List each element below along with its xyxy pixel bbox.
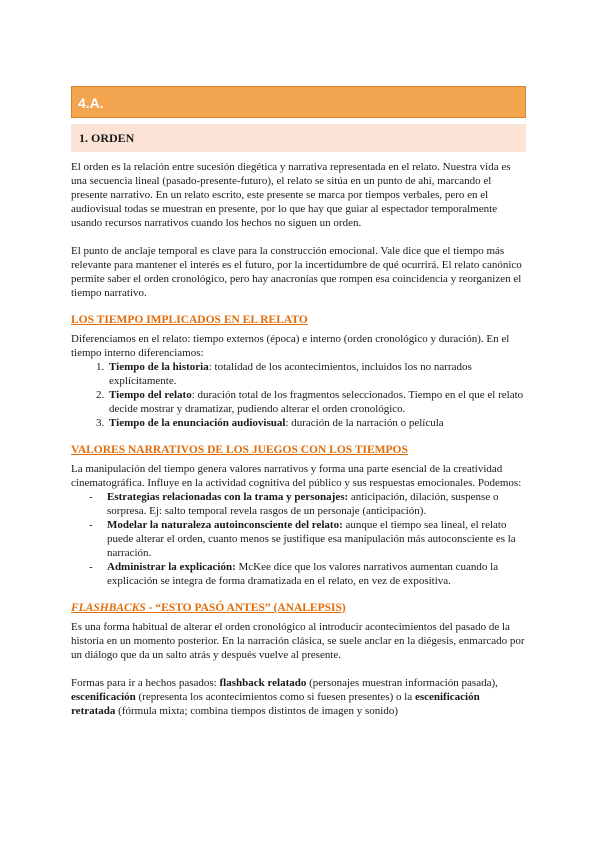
- tiempos-list: [71, 360, 526, 430]
- list-item-term: Modelar la naturaleza autoinconsciente del relato:: [107, 519, 343, 531]
- list-item-term: Administrar la explicación:: [107, 561, 236, 573]
- flashbacks-heading: [71, 601, 526, 615]
- list-item: [107, 490, 526, 518]
- valores-heading: VALORES NARRATIVOS DE LOS JUEGOS CON LOS TIEMPOS: [71, 444, 408, 456]
- list-item-term: Estrategias relacionadas con la trama y personajes:: [107, 491, 349, 503]
- section-title: 1. ORDEN: [71, 124, 526, 152]
- document-body: [71, 160, 526, 718]
- list-item: [107, 388, 526, 416]
- list-item-text: McKee dice que los valores narrativos aumentan cuando la explicación se integra de forma dramatizada en el relato, en vez de expositiva.: [107, 561, 499, 587]
- intro-paragraph-1: El orden es la relación entre sucesión diegética y narrativa representada en el relato. Nuestra vida es una secuencia lineal (pasado-presente-futuro), el relato se sitúa en un punto de ahí, marcando el presente narrativo. En un relato escrito, este presente se marca por tiempos verbales, pero en el audiovisual todas se muestran en presente, por lo que hay que guiar al espectador temporalmente usando recursos narrativos cuando los hechos no siguen un orden.: [71, 161, 511, 229]
- flashbacks-heading-rest: - “ESTO PASÓ ANTES” (ANALEPSIS): [145, 602, 346, 614]
- bold-term: flashback relatado: [219, 677, 307, 689]
- text-run: (fórmula mixta; combina tiempos distintos de imagen y sonido): [115, 705, 399, 717]
- list-item-text: : duración total de los fragmentos seleccionados. Tiempo en el que el relato decide mostrar y dramatizar, pudiendo alterar el orden cronológico.: [109, 389, 524, 415]
- chapter-title: 4.A.: [71, 86, 526, 118]
- valores-intro: La manipulación del tiempo genera valores narrativos y forma una parte esencial de la creatividad cinematográfica. Influye en la actividad cognitiva del público y sus respuestas emocionales. Podemos:: [71, 463, 522, 489]
- text-run: (personajes muestran información pasada),: [306, 677, 498, 689]
- bold-term: escenificación: [71, 691, 136, 703]
- flashbacks-paragraph-1: Es una forma habitual de alterar el orden cronológico al introducir acontecimientos del pasado de la historia en un momento posterior. En la narración clásica, se suele anclar en la diégesis, enmarcado por un diálogo que da un salto atrás y después vuelve al presente.: [71, 621, 525, 661]
- text-run: Formas para ir a hechos pasados:: [71, 677, 220, 689]
- list-item-term: Tiempo de la enunciación audiovisual: [109, 417, 286, 429]
- list-item-text: : duración de la narración o película: [285, 417, 444, 429]
- text-run: (representa los acontecimientos como si fuesen presentes) o la: [135, 691, 415, 703]
- list-item-term: Tiempo de la historia: [109, 361, 209, 373]
- tiempos-intro: Diferenciamos en el relato: tiempo externos (época) e interno (orden cronológico y duración). En el tiempo interno diferenciamos:: [71, 333, 510, 359]
- list-item-text: : totalidad de los acontecimientos, incluidos los no narrados explícitamente.: [109, 361, 472, 387]
- valores-list: [71, 490, 526, 588]
- list-item-text: aunque el tiempo sea lineal, el relato puede alterar el orden, cuanto menos se justifique esa manipulación más autoconsciente es la narración.: [107, 519, 516, 559]
- flashbacks-heading-italic: FLASHBACKS: [71, 602, 146, 614]
- flashbacks-paragraph-2: [71, 676, 526, 718]
- list-item-term: Tiempo del relato: [109, 389, 192, 401]
- list-item: [107, 518, 526, 560]
- tiempos-heading: LOS TIEMPO IMPLICADOS EN EL RELATO: [71, 314, 308, 326]
- list-item: [107, 560, 526, 588]
- list-item: [107, 360, 526, 388]
- intro-paragraph-2: El punto de anclaje temporal es clave para la construcción emocional. Vale dice que el tiempo más relevante para mantener el interés es el futuro, por la incertidumbre de qué ocurrirá. El relato canónico permite saber el orden cronológico, pero hay anacronías que rompen esa coincidencia y reorganizen el tiempo narrativo.: [71, 245, 522, 299]
- list-item-text: anticipación, dilación, suspense o sorpresa. Ej: salto temporal revela rasgos de un personaje (anticipación).: [107, 491, 499, 517]
- list-item: [107, 416, 526, 430]
- bold-term: escenificación retratada: [71, 691, 480, 717]
